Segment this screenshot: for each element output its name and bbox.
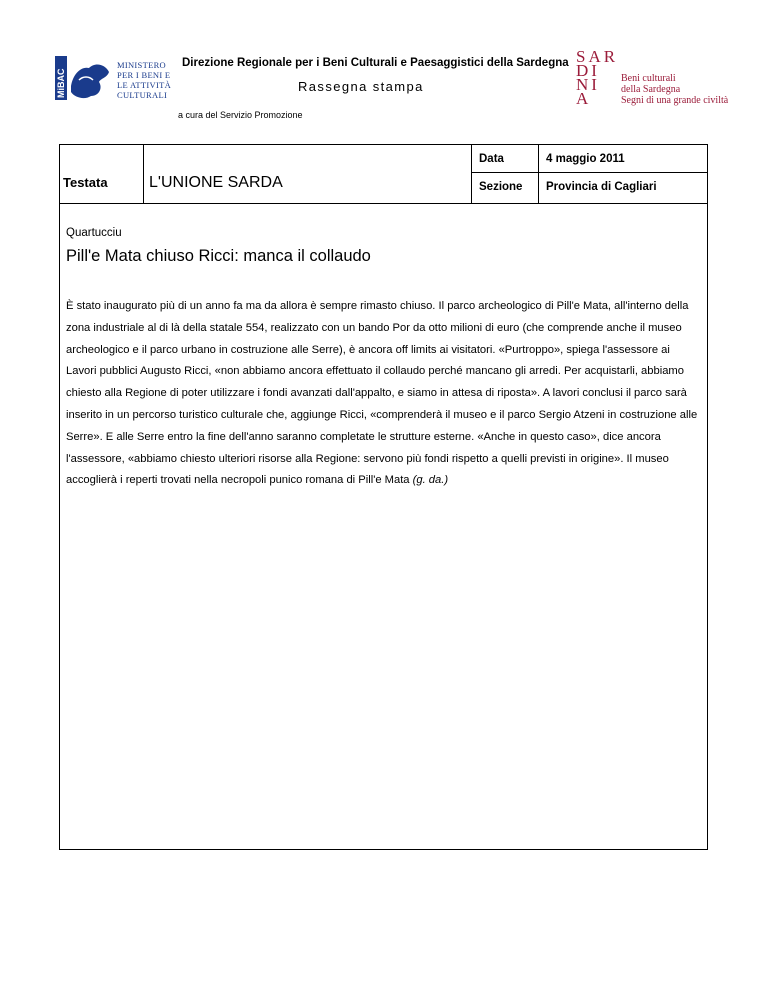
article-kicker: Quartucciu [66, 227, 122, 239]
mibac-emblem-icon [55, 52, 113, 104]
article-title: Pill'e Mata chiuso Ricci: manca il collaudo [66, 247, 371, 265]
testata-value: L'UNIONE SARDA [149, 174, 283, 191]
divider [538, 145, 539, 203]
article-author: (g. da.) [412, 474, 449, 487]
ministry-name: MINISTERO PER I BENI E LE ATTIVITÀ CULTURALI [117, 60, 172, 100]
testata-label: Testata [63, 175, 108, 190]
sezione-value: Provincia di Cagliari [546, 181, 657, 193]
sardegna-tagline: Beni culturali della Sardegna Segni di una grande civiltà [621, 73, 729, 106]
cura-note: a cura del Servizio Promozione [178, 110, 303, 120]
divider [60, 203, 707, 204]
direzione-heading: Direzione Regionale per i Beni Culturali e Paesaggistici della Sardegna [182, 57, 569, 69]
divider [143, 145, 144, 203]
ministry-logo [55, 52, 175, 104]
data-label: Data [479, 153, 504, 165]
sezione-label: Sezione [479, 181, 523, 193]
article-body [66, 296, 702, 492]
sardegna-logo [576, 47, 746, 110]
article-frame [59, 144, 708, 850]
rassegna-title: Rassegna stampa [298, 79, 424, 94]
article-text: È stato inaugurato più di un anno fa ma da allora è sempre rimasto chiuso. Il parco archeologico di Pill'e Mata, all'interno della zona industriale al di là della statale 554, realizzato con un bando Por da otto milioni di euro (che comprende anche il museo archeologico e il parco urbano in costruzione alle Serre), è ancora off limits ai visitatori. «Purtroppo», spiega l'assessore ai Lavori pubblici Augusto Ricci, «non abbiamo ancora effettuato il collaudo perché mancano gli arredi. Per acquistarli, abbiamo chiesto alla Regione di poter utilizzare i fondi avanzati dall'appalto, e siamo in attesa di riposta». A lavori conclusi il parco sarà inserito in un percorso turistico culturale che, aggiunge Ricci, «comprenderà il museo e il parco Sergio Atzeni in costruzione alle Serre». E alle Serre entro la fine dell'anno saranno completate le strutture esterne. «Anche in questo caso», dice ancora l'assessore, «abbiamo chiesto ulteriori risorse alla Regione: servono più fondi rispetto a quelli previsti in origine». Il museo accoglierà i reperti trovati nella necropoli punico romana di Pill'e Mata [66, 300, 698, 487]
sardegna-letters: SAR DI NI A [576, 47, 619, 108]
mibac-mark: MiBAC [56, 68, 66, 98]
data-value: 4 maggio 2011 [546, 153, 625, 165]
divider [471, 145, 472, 203]
divider [471, 172, 708, 173]
